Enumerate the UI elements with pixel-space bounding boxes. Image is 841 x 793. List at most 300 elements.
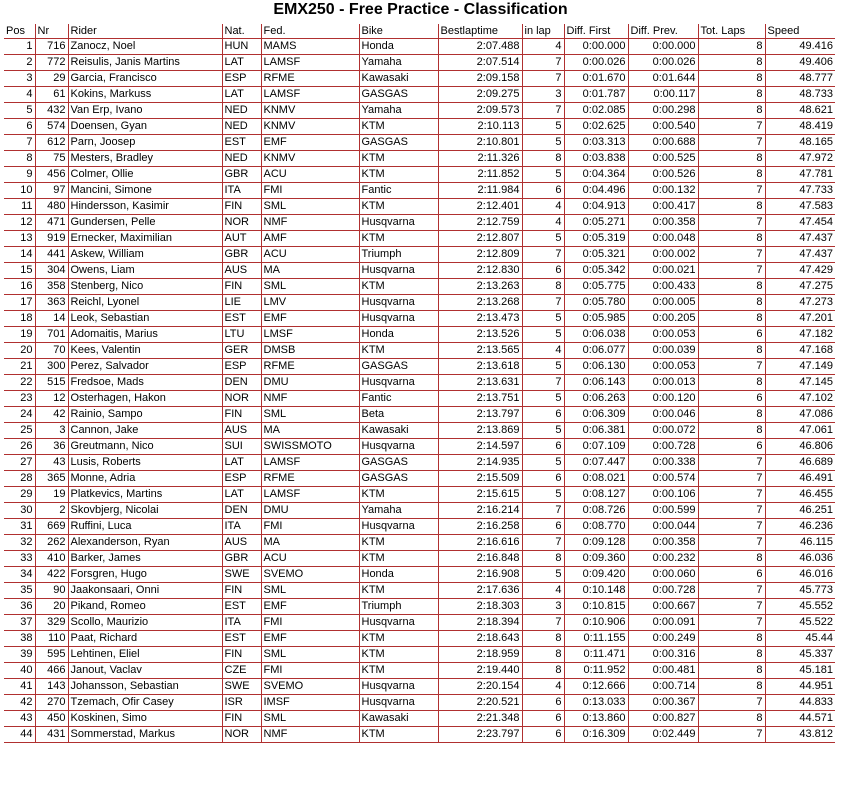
table-row — [4, 167, 835, 183]
rider-cell: Reisulis, Janis Martins — [68, 55, 222, 71]
pos-cell: 18 — [4, 311, 35, 327]
bestlaptime-cell: 2:11.326 — [438, 151, 522, 167]
nat-cell: SUI — [222, 439, 261, 455]
diff-first-cell: 0:01.787 — [564, 87, 628, 103]
tot-laps-cell: 8 — [698, 551, 765, 567]
bike-cell: KTM — [359, 487, 438, 503]
table-row — [4, 327, 835, 343]
diff-first-cell: 0:09.128 — [564, 535, 628, 551]
diff-prev-cell: 0:00.417 — [628, 199, 698, 215]
in-lap-cell: 5 — [522, 359, 564, 375]
diff-prev-cell: 0:00.714 — [628, 679, 698, 695]
pos-cell: 15 — [4, 263, 35, 279]
diff-prev-cell: 0:00.048 — [628, 231, 698, 247]
bestlaptime-cell: 2:13.751 — [438, 391, 522, 407]
speed-cell: 45.44 — [765, 631, 835, 647]
speed-cell: 47.086 — [765, 407, 835, 423]
rider-cell: Mesters, Bradley — [68, 151, 222, 167]
speed-cell: 47.733 — [765, 183, 835, 199]
tot-laps-cell: 8 — [698, 103, 765, 119]
rider-cell: Kees, Valentin — [68, 343, 222, 359]
col-bike-header: Bike — [359, 24, 438, 39]
diff-first-cell: 0:05.271 — [564, 215, 628, 231]
table-row — [4, 583, 835, 599]
tot-laps-cell: 8 — [698, 231, 765, 247]
bestlaptime-cell: 2:11.852 — [438, 167, 522, 183]
diff-first-cell: 0:09.360 — [564, 551, 628, 567]
tot-laps-cell: 6 — [698, 439, 765, 455]
pos-cell: 20 — [4, 343, 35, 359]
bestlaptime-cell: 2:23.797 — [438, 727, 522, 743]
tot-laps-cell: 8 — [698, 151, 765, 167]
fed-cell: RFME — [261, 71, 359, 87]
diff-prev-cell: 0:00.132 — [628, 183, 698, 199]
fed-cell: SVEMO — [261, 567, 359, 583]
tot-laps-cell: 7 — [698, 487, 765, 503]
speed-cell: 47.201 — [765, 311, 835, 327]
diff-prev-cell: 0:00.358 — [628, 535, 698, 551]
diff-first-cell: 0:08.770 — [564, 519, 628, 535]
nat-cell: ITA — [222, 519, 261, 535]
fed-cell: SVEMO — [261, 679, 359, 695]
nr-cell: 42 — [35, 407, 68, 423]
table-row — [4, 519, 835, 535]
diff-prev-cell: 0:00.728 — [628, 583, 698, 599]
tot-laps-cell: 7 — [698, 215, 765, 231]
nat-cell: LAT — [222, 455, 261, 471]
diff-first-cell: 0:08.127 — [564, 487, 628, 503]
diff-prev-cell: 0:00.298 — [628, 103, 698, 119]
rider-cell: Pikand, Romeo — [68, 599, 222, 615]
tot-laps-cell: 7 — [698, 583, 765, 599]
rider-cell: Owens, Liam — [68, 263, 222, 279]
pos-cell: 35 — [4, 583, 35, 599]
speed-cell: 48.419 — [765, 119, 835, 135]
bike-cell: KTM — [359, 727, 438, 743]
rider-cell: Koskinen, Simo — [68, 711, 222, 727]
nat-cell: DEN — [222, 375, 261, 391]
table-row — [4, 423, 835, 439]
pos-cell: 32 — [4, 535, 35, 551]
pos-cell: 38 — [4, 631, 35, 647]
rider-cell: Cannon, Jake — [68, 423, 222, 439]
rider-cell: Leok, Sebastian — [68, 311, 222, 327]
diff-first-cell: 0:02.085 — [564, 103, 628, 119]
bestlaptime-cell: 2:20.521 — [438, 695, 522, 711]
in-lap-cell: 7 — [522, 503, 564, 519]
diff-first-cell: 0:00.000 — [564, 39, 628, 55]
fed-cell: ACU — [261, 167, 359, 183]
nr-cell: 29 — [35, 71, 68, 87]
speed-cell: 46.455 — [765, 487, 835, 503]
in-lap-cell: 6 — [522, 727, 564, 743]
bestlaptime-cell: 2:09.275 — [438, 87, 522, 103]
speed-cell: 46.115 — [765, 535, 835, 551]
diff-prev-cell: 0:00.091 — [628, 615, 698, 631]
pos-cell: 44 — [4, 727, 35, 743]
nr-cell: 3 — [35, 423, 68, 439]
in-lap-cell: 7 — [522, 535, 564, 551]
tot-laps-cell: 8 — [698, 647, 765, 663]
diff-prev-cell: 0:00.026 — [628, 55, 698, 71]
nat-cell: CZE — [222, 663, 261, 679]
nat-cell: NOR — [222, 215, 261, 231]
nr-cell: 515 — [35, 375, 68, 391]
fed-cell: SML — [261, 711, 359, 727]
diff-prev-cell: 0:00.525 — [628, 151, 698, 167]
in-lap-cell: 4 — [522, 583, 564, 599]
nr-cell: 919 — [35, 231, 68, 247]
col-rider-header: Rider — [68, 24, 222, 39]
in-lap-cell: 5 — [522, 391, 564, 407]
rider-cell: Johansson, Sebastian — [68, 679, 222, 695]
nat-cell: LIE — [222, 295, 261, 311]
table-row — [4, 215, 835, 231]
table-body — [4, 39, 835, 743]
pos-cell: 8 — [4, 151, 35, 167]
fed-cell: NMF — [261, 727, 359, 743]
diff-first-cell: 0:12.666 — [564, 679, 628, 695]
pos-cell: 31 — [4, 519, 35, 535]
fed-cell: SML — [261, 583, 359, 599]
nat-cell: EST — [222, 135, 261, 151]
tot-laps-cell: 7 — [698, 727, 765, 743]
in-lap-cell: 6 — [522, 183, 564, 199]
fed-cell: NMF — [261, 215, 359, 231]
bestlaptime-cell: 2:16.908 — [438, 567, 522, 583]
col-speed-header: Speed — [765, 24, 835, 39]
nat-cell: ESP — [222, 471, 261, 487]
in-lap-cell: 4 — [522, 199, 564, 215]
rider-cell: Monne, Adria — [68, 471, 222, 487]
fed-cell: ACU — [261, 551, 359, 567]
pos-cell: 40 — [4, 663, 35, 679]
diff-prev-cell: 0:00.060 — [628, 567, 698, 583]
diff-first-cell: 0:04.496 — [564, 183, 628, 199]
diff-first-cell: 0:00.026 — [564, 55, 628, 71]
col-pos-header: Pos — [4, 24, 35, 39]
bestlaptime-cell: 2:13.869 — [438, 423, 522, 439]
tot-laps-cell: 8 — [698, 679, 765, 695]
bestlaptime-cell: 2:16.258 — [438, 519, 522, 535]
bike-cell: Husqvarna — [359, 695, 438, 711]
diff-prev-cell: 0:01.644 — [628, 71, 698, 87]
diff-prev-cell: 0:00.540 — [628, 119, 698, 135]
diff-prev-cell: 0:00.358 — [628, 215, 698, 231]
rider-cell: Greutmann, Nico — [68, 439, 222, 455]
pos-cell: 12 — [4, 215, 35, 231]
nat-cell: DEN — [222, 503, 261, 519]
speed-cell: 47.437 — [765, 247, 835, 263]
pos-cell: 14 — [4, 247, 35, 263]
rider-cell: Lusis, Roberts — [68, 455, 222, 471]
fed-cell: SML — [261, 199, 359, 215]
page-title: EMX250 - Free Practice - Classification — [273, 1, 568, 18]
speed-cell: 47.061 — [765, 423, 835, 439]
diff-prev-cell: 0:00.367 — [628, 695, 698, 711]
nat-cell: GER — [222, 343, 261, 359]
bike-cell: KTM — [359, 151, 438, 167]
bike-cell: Beta — [359, 407, 438, 423]
diff-first-cell: 0:11.155 — [564, 631, 628, 647]
speed-cell: 49.416 — [765, 39, 835, 55]
nat-cell: AUS — [222, 263, 261, 279]
diff-prev-cell: 0:00.013 — [628, 375, 698, 391]
fed-cell: MA — [261, 535, 359, 551]
fed-cell: EMF — [261, 631, 359, 647]
table-row — [4, 551, 835, 567]
fed-cell: EMF — [261, 311, 359, 327]
nr-cell: 456 — [35, 167, 68, 183]
fed-cell: SML — [261, 647, 359, 663]
table-row — [4, 263, 835, 279]
diff-first-cell: 0:05.780 — [564, 295, 628, 311]
diff-first-cell: 0:10.148 — [564, 583, 628, 599]
diff-prev-cell: 0:00.053 — [628, 327, 698, 343]
tot-laps-cell: 8 — [698, 167, 765, 183]
diff-first-cell: 0:05.342 — [564, 263, 628, 279]
in-lap-cell: 6 — [522, 407, 564, 423]
tot-laps-cell: 8 — [698, 375, 765, 391]
speed-cell: 47.454 — [765, 215, 835, 231]
pos-cell: 7 — [4, 135, 35, 151]
speed-cell: 45.773 — [765, 583, 835, 599]
nr-cell: 270 — [35, 695, 68, 711]
rider-cell: Stenberg, Nico — [68, 279, 222, 295]
diff-prev-cell: 0:00.574 — [628, 471, 698, 487]
table-row — [4, 39, 835, 55]
rider-cell: Adomaitis, Marius — [68, 327, 222, 343]
rider-cell: Mancini, Simone — [68, 183, 222, 199]
nr-cell: 61 — [35, 87, 68, 103]
diff-first-cell: 0:06.309 — [564, 407, 628, 423]
pos-cell: 36 — [4, 599, 35, 615]
bike-cell: GASGAS — [359, 455, 438, 471]
fed-cell: FMI — [261, 615, 359, 631]
speed-cell: 46.036 — [765, 551, 835, 567]
nat-cell: FIN — [222, 279, 261, 295]
nat-cell: AUS — [222, 423, 261, 439]
speed-cell: 48.165 — [765, 135, 835, 151]
diff-prev-cell: 0:00.106 — [628, 487, 698, 503]
diff-prev-cell: 0:00.688 — [628, 135, 698, 151]
bike-cell: GASGAS — [359, 135, 438, 151]
fed-cell: DMU — [261, 375, 359, 391]
pos-cell: 2 — [4, 55, 35, 71]
speed-cell: 45.337 — [765, 647, 835, 663]
diff-first-cell: 0:10.815 — [564, 599, 628, 615]
bike-cell: Husqvarna — [359, 679, 438, 695]
fed-cell: RFME — [261, 359, 359, 375]
table-row — [4, 183, 835, 199]
bestlaptime-cell: 2:13.565 — [438, 343, 522, 359]
fed-cell: KNMV — [261, 151, 359, 167]
rider-cell: Lehtinen, Eliel — [68, 647, 222, 663]
bestlaptime-cell: 2:13.526 — [438, 327, 522, 343]
nat-cell: SWE — [222, 679, 261, 695]
nat-cell: ITA — [222, 615, 261, 631]
tot-laps-cell: 8 — [698, 199, 765, 215]
nat-cell: NOR — [222, 727, 261, 743]
in-lap-cell: 6 — [522, 263, 564, 279]
nr-cell: 300 — [35, 359, 68, 375]
in-lap-cell: 5 — [522, 423, 564, 439]
diff-first-cell: 0:11.952 — [564, 663, 628, 679]
in-lap-cell: 4 — [522, 679, 564, 695]
nr-cell: 595 — [35, 647, 68, 663]
rider-cell: Skovbjerg, Nicolai — [68, 503, 222, 519]
table-row — [4, 375, 835, 391]
bestlaptime-cell: 2:16.616 — [438, 535, 522, 551]
diff-prev-cell: 0:00.232 — [628, 551, 698, 567]
in-lap-cell: 4 — [522, 39, 564, 55]
rider-cell: Hindersson, Kasimir — [68, 199, 222, 215]
bestlaptime-cell: 2:15.615 — [438, 487, 522, 503]
bestlaptime-cell: 2:20.154 — [438, 679, 522, 695]
bike-cell: KTM — [359, 199, 438, 215]
in-lap-cell: 4 — [522, 215, 564, 231]
in-lap-cell: 5 — [522, 567, 564, 583]
diff-first-cell: 0:06.130 — [564, 359, 628, 375]
nat-cell: FIN — [222, 711, 261, 727]
speed-cell: 44.951 — [765, 679, 835, 695]
fed-cell: KNMV — [261, 119, 359, 135]
in-lap-cell: 6 — [522, 471, 564, 487]
in-lap-cell: 8 — [522, 551, 564, 567]
rider-cell: Sommerstad, Markus — [68, 727, 222, 743]
diff-first-cell: 0:07.447 — [564, 455, 628, 471]
speed-cell: 47.182 — [765, 327, 835, 343]
table-row — [4, 487, 835, 503]
speed-cell: 47.972 — [765, 151, 835, 167]
in-lap-cell: 5 — [522, 119, 564, 135]
in-lap-cell: 7 — [522, 103, 564, 119]
nr-cell: 2 — [35, 503, 68, 519]
diff-prev-cell: 0:00.599 — [628, 503, 698, 519]
table-row — [4, 679, 835, 695]
rider-cell: Reichl, Lyonel — [68, 295, 222, 311]
speed-cell: 47.273 — [765, 295, 835, 311]
bike-cell: KTM — [359, 551, 438, 567]
tot-laps-cell: 7 — [698, 695, 765, 711]
tot-laps-cell: 8 — [698, 423, 765, 439]
fed-cell: MA — [261, 423, 359, 439]
pos-cell: 16 — [4, 279, 35, 295]
bike-cell: Husqvarna — [359, 615, 438, 631]
table-row — [4, 455, 835, 471]
diff-first-cell: 0:06.381 — [564, 423, 628, 439]
pos-cell: 10 — [4, 183, 35, 199]
table-header-row — [4, 24, 835, 39]
in-lap-cell: 5 — [522, 231, 564, 247]
tot-laps-cell: 8 — [698, 55, 765, 71]
diff-first-cell: 0:08.021 — [564, 471, 628, 487]
table-row — [4, 711, 835, 727]
bike-cell: KTM — [359, 279, 438, 295]
nr-cell: 70 — [35, 343, 68, 359]
nr-cell: 90 — [35, 583, 68, 599]
bike-cell: GASGAS — [359, 471, 438, 487]
fed-cell: IMSF — [261, 695, 359, 711]
bike-cell: Honda — [359, 327, 438, 343]
diff-first-cell: 0:05.985 — [564, 311, 628, 327]
bestlaptime-cell: 2:16.214 — [438, 503, 522, 519]
in-lap-cell: 8 — [522, 663, 564, 679]
speed-cell: 47.429 — [765, 263, 835, 279]
tot-laps-cell: 7 — [698, 455, 765, 471]
bestlaptime-cell: 2:10.801 — [438, 135, 522, 151]
bestlaptime-cell: 2:16.848 — [438, 551, 522, 567]
nat-cell: FIN — [222, 199, 261, 215]
tot-laps-cell: 7 — [698, 183, 765, 199]
table-row — [4, 71, 835, 87]
table-row — [4, 631, 835, 647]
pos-cell: 41 — [4, 679, 35, 695]
fed-cell: LAMSF — [261, 487, 359, 503]
speed-cell: 48.777 — [765, 71, 835, 87]
classification-table — [4, 24, 835, 743]
diff-prev-cell: 0:00.000 — [628, 39, 698, 55]
speed-cell: 46.806 — [765, 439, 835, 455]
table-row — [4, 727, 835, 743]
bestlaptime-cell: 2:09.158 — [438, 71, 522, 87]
nr-cell: 471 — [35, 215, 68, 231]
pos-cell: 42 — [4, 695, 35, 711]
nr-cell: 441 — [35, 247, 68, 263]
pos-cell: 1 — [4, 39, 35, 55]
rider-cell: Van Erp, Ivano — [68, 103, 222, 119]
bike-cell: Triumph — [359, 599, 438, 615]
rider-cell: Janout, Vaclav — [68, 663, 222, 679]
speed-cell: 45.181 — [765, 663, 835, 679]
table-row — [4, 439, 835, 455]
diff-prev-cell: 0:00.338 — [628, 455, 698, 471]
table-row — [4, 647, 835, 663]
fed-cell: MA — [261, 263, 359, 279]
nr-cell: 43 — [35, 455, 68, 471]
tot-laps-cell: 8 — [698, 39, 765, 55]
speed-cell: 45.522 — [765, 615, 835, 631]
diff-first-cell: 0:05.319 — [564, 231, 628, 247]
bestlaptime-cell: 2:13.618 — [438, 359, 522, 375]
table-row — [4, 695, 835, 711]
bike-cell: KTM — [359, 631, 438, 647]
table-row — [4, 295, 835, 311]
tot-laps-cell: 6 — [698, 391, 765, 407]
diff-prev-cell: 0:00.120 — [628, 391, 698, 407]
table-row — [4, 535, 835, 551]
bike-cell: Fantic — [359, 183, 438, 199]
nat-cell: HUN — [222, 39, 261, 55]
pos-cell: 22 — [4, 375, 35, 391]
nr-cell: 97 — [35, 183, 68, 199]
nat-cell: EST — [222, 599, 261, 615]
in-lap-cell: 6 — [522, 439, 564, 455]
nr-cell: 365 — [35, 471, 68, 487]
tot-laps-cell: 7 — [698, 247, 765, 263]
col-diff-prev-header: Diff. Prev. — [628, 24, 698, 39]
bestlaptime-cell: 2:11.984 — [438, 183, 522, 199]
speed-cell: 47.145 — [765, 375, 835, 391]
diff-prev-cell: 0:00.728 — [628, 439, 698, 455]
nr-cell: 574 — [35, 119, 68, 135]
pos-cell: 37 — [4, 615, 35, 631]
diff-prev-cell: 0:00.249 — [628, 631, 698, 647]
pos-cell: 4 — [4, 87, 35, 103]
diff-first-cell: 0:03.838 — [564, 151, 628, 167]
bike-cell: Yamaha — [359, 103, 438, 119]
nat-cell: SWE — [222, 567, 261, 583]
